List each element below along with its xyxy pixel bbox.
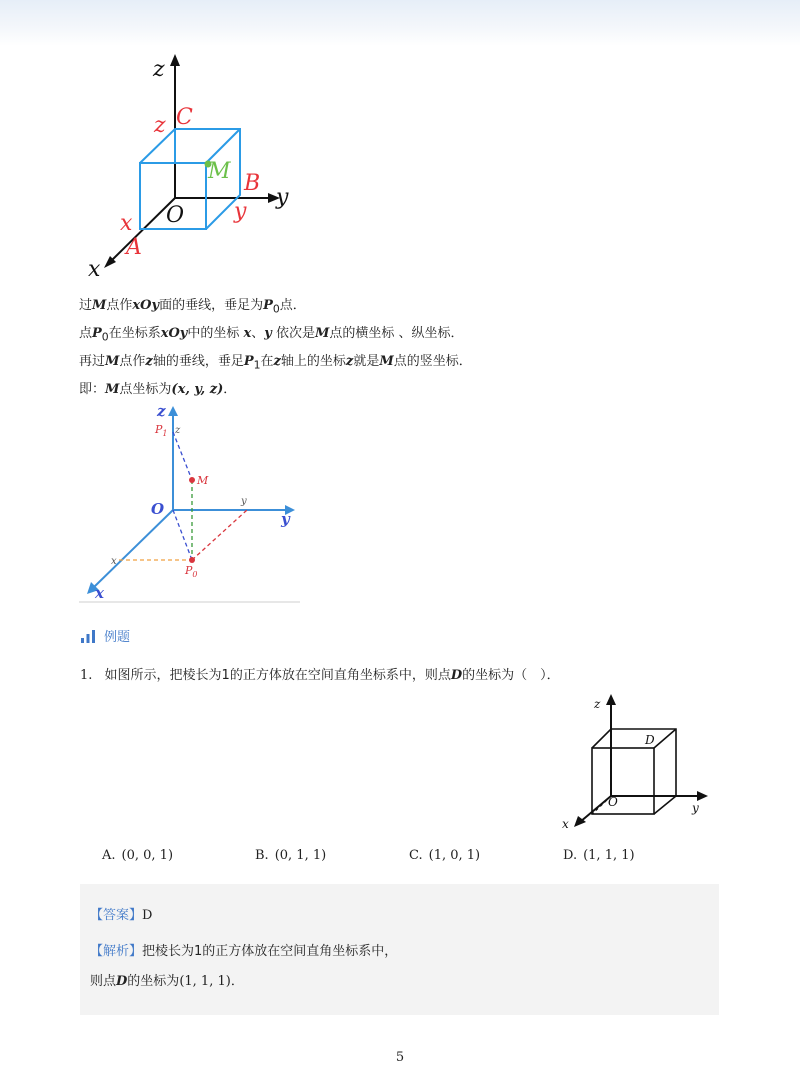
x-axis-label: x (95, 584, 104, 602)
answer-tag: 【答案】 (90, 908, 143, 923)
point-d-label: D (645, 733, 655, 747)
point-b-label: B (244, 171, 261, 196)
point-p1-label: $P_1$ (155, 423, 168, 438)
section-label: 例题 (104, 630, 131, 645)
text-line-1: 过M点作xOy面的垂线，垂足为$P_0$点． (79, 298, 306, 316)
point-a-label: A (126, 235, 142, 260)
figure-question-cube (556, 688, 716, 834)
small-x-label: x (111, 556, 117, 567)
point-m-label: M (197, 474, 209, 487)
o-p0-dashed (173, 510, 192, 560)
analysis-text: 把棱长为1的正方体放在空间直角坐标系中， (142, 944, 398, 959)
option-a[interactable]: A. (0, 0, 1) (102, 848, 174, 863)
text-line-3: 再过M点作z轴的垂线，垂足$P_1$在z轴上的坐标z就是M点的竖坐标． (79, 354, 472, 372)
question-1 (80, 664, 560, 683)
analysis-line (90, 940, 397, 959)
small-z-label: z (175, 425, 181, 436)
answer-options (0, 848, 800, 868)
point-p0-dot (189, 557, 195, 563)
z-axis-arrow (168, 406, 178, 416)
point-p0-label: $P_0$ (185, 564, 198, 579)
coord-x-label: x (120, 211, 133, 236)
question-text-pre: 如图所示，把棱长为1的正方体放在空间直角坐标系中，则点 (104, 668, 451, 683)
text-line-2: 点$P_0$在坐标系xOy中的坐标 x、y 依次是M点的横坐标 、纵坐标． (79, 326, 464, 344)
z-axis-label: z (157, 402, 166, 420)
z-axis-label: z (594, 697, 601, 711)
y-axis-arrow (697, 791, 708, 801)
point-m-label: M (208, 159, 231, 184)
option-d[interactable]: D. (1, 1, 1) (563, 848, 635, 863)
question-number: 1. (80, 668, 93, 683)
question-text-post: 的坐标为（ ）． (462, 668, 560, 683)
option-b[interactable]: B. (0, 1, 1) (255, 848, 327, 863)
x-axis-line (93, 510, 173, 588)
figure-projection-diagram (79, 402, 301, 604)
figure-cube-coordinate-system (80, 50, 310, 282)
conclusion-line: 则点D的坐标为(1, 1, 1)． (90, 974, 244, 989)
p0-y-dashed (192, 510, 247, 560)
text-line-4: 即：M点坐标为(x, y, z)． (79, 382, 237, 397)
origin-label: O (166, 203, 185, 228)
header-band (0, 0, 800, 46)
point-c-label: C (176, 105, 193, 130)
point-m-dot (189, 477, 195, 483)
analysis-tag: 【解析】 (90, 944, 143, 959)
small-y-label: y (241, 496, 247, 507)
y-axis-label: y (276, 185, 289, 210)
answer-box (80, 884, 719, 1015)
answer-line (90, 904, 152, 923)
origin-label: O (151, 500, 165, 518)
coord-z-label: z (154, 113, 166, 138)
section-example-header (80, 626, 130, 645)
page-number: 5 (395, 1050, 405, 1065)
question-var: D (450, 668, 463, 683)
z-axis-label: z (153, 57, 165, 82)
y-axis-label: y (692, 801, 699, 815)
coord-y-label: y (234, 199, 247, 224)
x-axis-label: x (88, 257, 101, 282)
origin-label: O (608, 795, 618, 809)
z-axis-arrow (606, 694, 616, 705)
z-axis-arrow (170, 54, 180, 66)
answer-value: D (142, 908, 153, 923)
p1-m-dashed (173, 432, 192, 480)
option-c[interactable]: C. (1, 0, 1) (409, 848, 481, 863)
x-axis-label: x (562, 817, 569, 831)
y-axis-label: y (281, 510, 290, 528)
bar-chart-icon (80, 629, 96, 643)
